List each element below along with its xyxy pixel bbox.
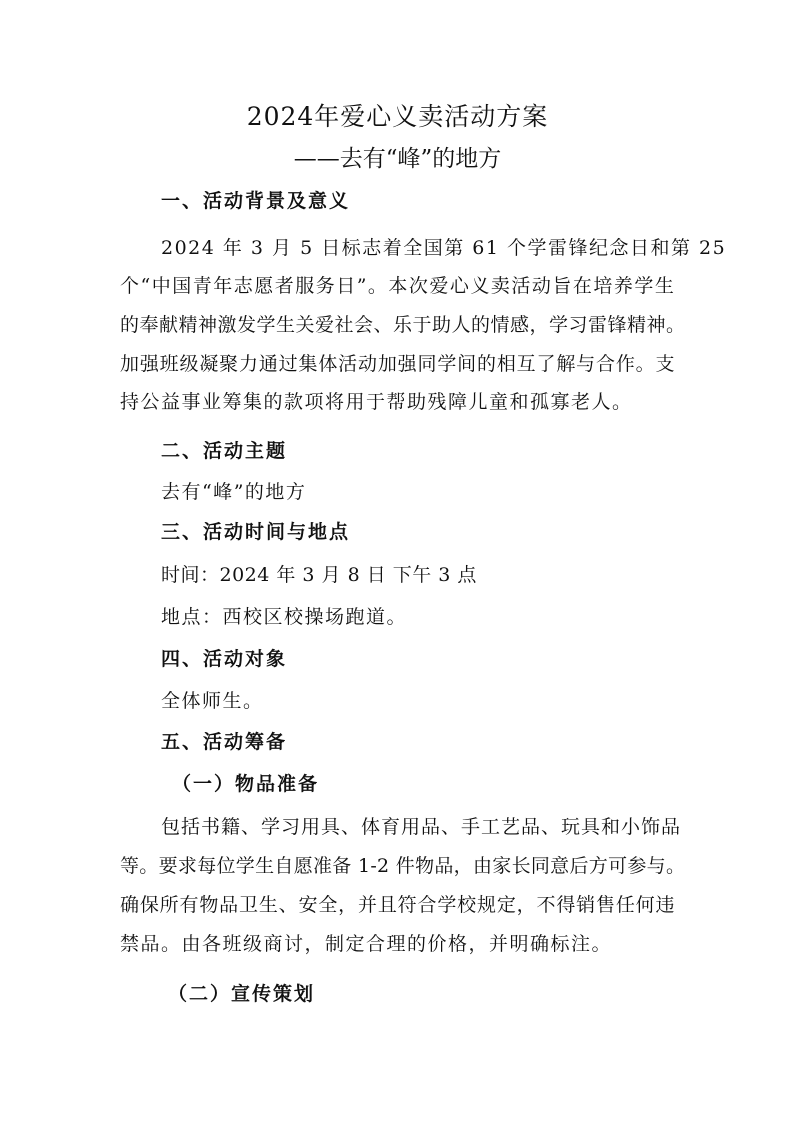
event-location: 地点：西校区校操场跑道。 [161,606,408,628]
paragraph-line: 加强班级凝聚力通过集体活动加强同学间的相互了解与合作。支 [120,353,675,375]
paragraph-line: 包括书籍、学习用具、体育用品、手工艺品、玩具和小饰品 [161,816,682,838]
section-heading-background: 一、活动背景及意义 [161,190,351,212]
section-heading-time-location: 三、活动时间与地点 [161,521,351,543]
paragraph-line: 的奉献精神激发学生关爱社会、乐于助人的情感，学习雷锋精神。 [120,314,686,336]
section-heading-participants: 四、活动对象 [161,648,288,670]
paragraph-line: 个“中国青年志愿者服务日”。本次爱心义卖活动旨在培养学生 [120,275,676,297]
theme-text: 去有“峰”的地方 [161,481,307,503]
paragraph-line: 禁品。由各班级商讨，制定合理的价格，并明确标注。 [120,933,613,955]
paragraph-line: 持公益事业筹集的款项将用于帮助残障儿童和孤寡老人。 [120,391,633,413]
document-subtitle: ——去有“峰”的地方 [293,146,502,172]
paragraph-line: 确保所有物品卫生、安全，并且符合学校规定，不得销售任何违 [120,894,675,916]
subsection-heading-items: （一）物品准备 [172,773,320,795]
paragraph-line: 2024 年 3 月 5 日标志着全国第 61 个学雷锋纪念日和第 25 [161,237,727,259]
document-title: 2024年爱心义卖活动方案 [246,102,549,131]
paragraph-line: 等。要求每位学生自愿准备 1-2 件物品，由家长同意后方可参与。 [120,855,686,877]
section-heading-theme: 二、活动主题 [161,440,288,462]
participants-text: 全体师生。 [161,690,264,712]
event-time: 时间：2024 年 3 月 8 日 下午 3 点 [161,564,477,586]
subsection-heading-publicity: （二）宣传策划 [168,983,316,1005]
section-heading-preparation: 五、活动筹备 [161,731,288,753]
